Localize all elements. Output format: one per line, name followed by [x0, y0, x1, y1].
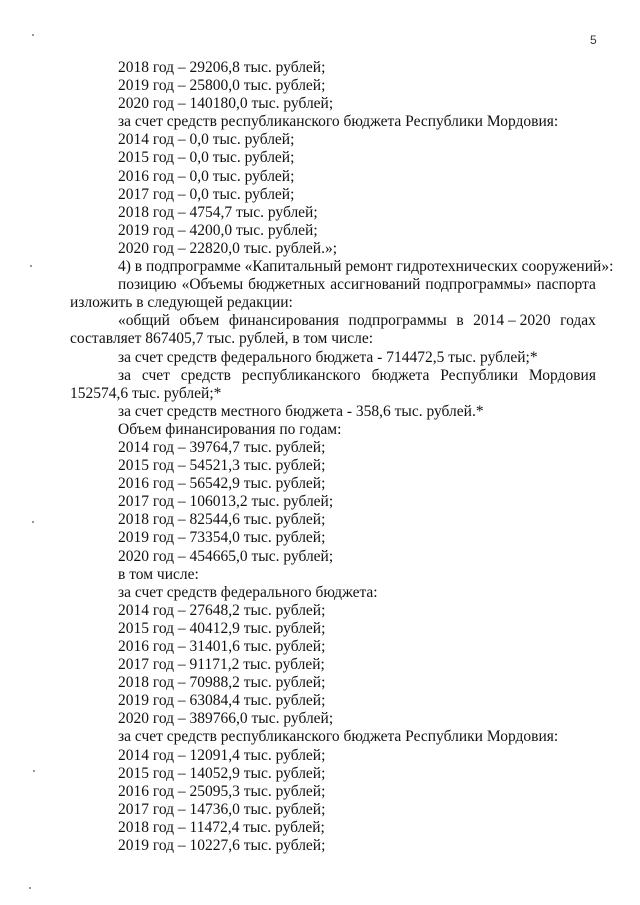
text-line: Объем финансирования по годам: [118, 420, 342, 438]
text-line: 2015 год – 14052,9 тыс. рублей; [118, 764, 326, 782]
text-line [118, 367, 596, 385]
word: Мордовия [528, 366, 596, 384]
text-line: 2016 год – 56542,9 тыс. рублей; [118, 475, 326, 493]
text-line: в том числе: [118, 565, 199, 583]
word: счет [141, 366, 170, 384]
text-line: 2016 год – 31401,6 тыс. рублей; [118, 638, 326, 655]
text-line: составляет 867405,7 тыс. рублей, в том числе: [70, 330, 374, 348]
word: «Объемы [181, 276, 244, 294]
text-line: за счет средств федерального бюджета - 714472,5 тыс. рублей;* [118, 348, 538, 366]
word: ассигнований [330, 276, 421, 294]
word: финансирования [228, 312, 340, 330]
document-body [70, 59, 614, 855]
text-line: 2017 год – 14736,0 тыс. рублей; [118, 800, 326, 818]
text-line: 2020 год – 140180,0 тыс. рублей; [118, 95, 334, 113]
scan-speck [33, 770, 35, 772]
text-line: за счет средств республиканского бюджета Республики Мордовия: [118, 728, 559, 746]
word: бюджета [371, 366, 430, 384]
scan-speck [32, 521, 34, 523]
text-line: 2018 год – 11472,4 тыс. рублей; [118, 818, 325, 836]
text-line: 2014 год – 0,0 тыс. рублей; [118, 131, 295, 149]
text-line [118, 312, 596, 330]
text-line: 2019 год – 63084,4 тыс. рублей; [118, 692, 326, 710]
scan-speck [29, 887, 31, 889]
text-line: 2016 год – 25095,3 тыс. рублей; [118, 782, 326, 800]
word: Республики [440, 366, 518, 384]
text-line: 2014 год – 27648,2 тыс. рублей; [118, 601, 326, 619]
page-number: 5 [590, 33, 597, 47]
word: объем [179, 312, 220, 330]
text-line: 2019 год – 4200,0 тыс. рублей; [118, 221, 318, 239]
text-line: 2014 год – 39764,7 тыс. рублей; [118, 438, 326, 456]
text-line: 2020 год – 22820,0 тыс. рублей.»; [118, 239, 338, 257]
text-line: 2017 год – 91171,2 тыс. рублей; [118, 656, 325, 674]
word: «общий [118, 312, 170, 330]
word: средств [180, 366, 231, 384]
word: годах [560, 312, 596, 330]
text-line: 2019 год – 73354,0 тыс. рублей; [118, 529, 326, 547]
text-line [118, 276, 596, 294]
word: республиканского [241, 366, 361, 384]
text-line: за счет средств федерального бюджета: [118, 583, 378, 601]
word: бюджетных [248, 276, 326, 294]
word: 2014 – 2020 [473, 312, 551, 330]
text-line: 2017 год – 0,0 тыс. рублей; [118, 185, 295, 203]
text-line: 2018 год – 70988,2 тыс. рублей; [118, 674, 326, 692]
text-line: 2018 год – 4754,7 тыс. рублей; [118, 203, 318, 221]
word: за [118, 366, 132, 384]
text-line: 152574,6 тыс. рублей;* [70, 384, 222, 402]
text-line: 2020 год – 454665,0 тыс. рублей; [118, 547, 334, 565]
text-line: 2015 год – 54521,3 тыс. рублей; [118, 457, 326, 475]
text-line: 2017 год – 106013,2 тыс. рублей; [118, 493, 334, 511]
word: в [456, 312, 464, 330]
word: подпрограммы [348, 312, 447, 330]
text-line: 2019 год – 25800,0 тыс. рублей; [118, 77, 326, 95]
text-line: 2016 год – 0,0 тыс. рублей; [118, 167, 295, 185]
text-line: 2018 год – 82544,6 тыс. рублей; [118, 511, 326, 529]
text-line: 2014 год – 12091,4 тыс. рублей; [118, 746, 326, 764]
text-line: за счет средств местного бюджета - 358,6 тыс. рублей.* [118, 402, 484, 420]
text-line: 2015 год – 0,0 тыс. рублей; [118, 149, 295, 167]
text-line: 2020 год – 389766,0 тыс. рублей; [118, 710, 334, 728]
word: подпрограммы» [425, 276, 532, 294]
text-line: 2019 год – 10227,6 тыс. рублей; [118, 837, 326, 855]
text-line: изложить в следующей редакции: [70, 294, 293, 312]
word: позицию [118, 276, 177, 294]
word: паспорта [536, 276, 596, 294]
scan-speck [30, 265, 32, 267]
text-line: 2018 год – 29206,8 тыс. рублей; [118, 59, 326, 76]
scan-speck [32, 34, 34, 36]
text-line: 2015 год – 40412,9 тыс. рублей; [118, 619, 326, 637]
text-line: 4) в подпрограмме «Капитальный ремонт гидротехнических сооружений»: [118, 258, 614, 276]
text-line: за счет средств республиканского бюджета Республики Мордовия: [118, 113, 559, 131]
